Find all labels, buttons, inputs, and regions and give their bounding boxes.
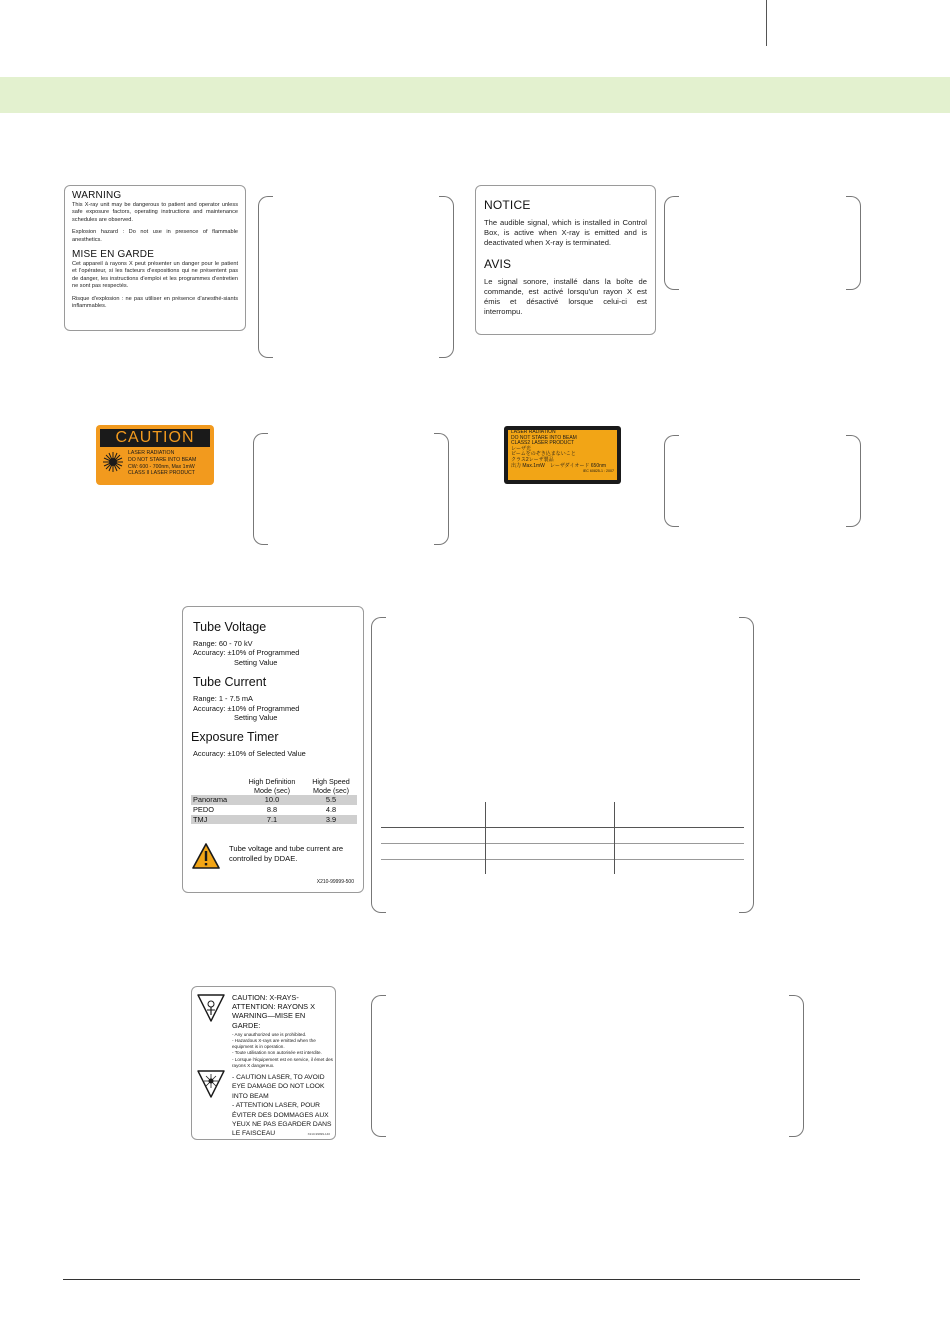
xray-bullet: - Hazardous X-rays are emitted when the equipment is in operation. <box>232 1038 316 1050</box>
caution-line: CW: 600 - 700nm, Max 1mW <box>128 463 195 470</box>
bracket-left <box>371 617 386 913</box>
bracket-left <box>258 196 273 358</box>
column-header: High Definition Mode (sec) <box>248 777 296 795</box>
caution-line: LASER RADIATION <box>128 450 175 456</box>
tube-current-range: Range: 1 - 7.5 mA <box>193 694 253 704</box>
table-row <box>191 795 357 805</box>
mode-cell: PEDO <box>193 804 214 814</box>
laser-jp-label <box>504 426 621 484</box>
avis-text: Le signal sonore, installé dans la boîte de commande, est activé lorsqu'un rayon X est émis et désactivé lorsque celui-ci est interrompu. <box>484 276 647 317</box>
value-cell: 7.1 <box>239 815 305 825</box>
bracket-right <box>789 995 804 1137</box>
laser-warning-en: - CAUTION LASER, TO AVOID EYE DAMAGE DO NOT LOOK INTO BEAM <box>232 1074 325 1100</box>
value-cell: 5.5 <box>305 795 357 805</box>
warning-hazard: Explosion hazard : Do not use in presence of flammable anesthetics. <box>72 229 238 243</box>
warning-label <box>64 185 246 331</box>
column-header: High Speed Mode (sec) <box>312 777 350 795</box>
ddae-note: Tube voltage and tube current are controlled by DDAE. <box>229 844 344 863</box>
warning-text: This X-ray unit may be dangerous to patient and operator unless safe exposure factors, operating instructions and maintenance schedules are observed. <box>72 202 238 223</box>
xray-bullet: - Lorsque l'équipement est en service, il émet des rayons X dangereux. <box>232 1056 333 1068</box>
laser-hazard-icon <box>197 1069 225 1099</box>
xray-hazard-icon <box>197 993 225 1023</box>
tube-voltage-accuracy-cont: Setting Value <box>234 657 278 667</box>
laser-jp-line: IEC 60825-1 : 2007 <box>582 469 614 474</box>
notice-title: NOTICE <box>484 198 531 212</box>
laser-jp-line: DO NOT STARE INTO BEAM <box>511 434 577 441</box>
table-rule <box>381 859 744 860</box>
xray-caution-label <box>191 986 336 1140</box>
tube-current-title: Tube Current <box>193 675 267 690</box>
laser-jp-line: ビームをのぞき込まないこと <box>511 451 576 458</box>
tube-voltage-accuracy: Accuracy: ±10% of Programmed <box>193 648 300 658</box>
laser-jp-line: CLASS2 LASER PRODUCT <box>511 440 575 447</box>
caution-laser-label <box>96 425 214 485</box>
tube-voltage-range: Range: 60 - 70 kV <box>193 639 253 648</box>
bracket-right <box>846 196 861 290</box>
laser-jp-line: レーザ光 <box>511 445 532 452</box>
table-divider <box>485 802 486 874</box>
bracket-left <box>253 433 268 545</box>
laser-warning-fr: - ATTENTION LASER, POUR ÉVITER DES DOMMAGES AUX YEUX NE PAS EGARDER DANS LE FAISCEAU <box>232 1102 332 1138</box>
table-divider <box>614 802 615 874</box>
warning-hazard-fr: Risque d'explosion : ne pas utiliser en présence d'anesthé-siants inflammables. <box>72 295 238 310</box>
bracket-left <box>664 435 679 527</box>
xray-bullet: - Toute utilisation non autorisée est interdite. <box>232 1050 322 1056</box>
laser-jp-line: LASER RADIATION <box>511 429 556 435</box>
avis-title: AVIS <box>484 256 512 271</box>
bracket-right <box>439 196 454 358</box>
crop-mark <box>766 0 767 46</box>
laser-radiation-icon <box>102 451 124 473</box>
warning-triangle-icon <box>192 843 220 869</box>
bracket-right <box>739 617 754 913</box>
laser-jp-line: クラス2レーザ製品 <box>511 456 554 463</box>
caution-line: DO NOT STARE INTO BEAM <box>128 456 197 463</box>
caution-line: CLASS II LASER PRODUCT <box>128 470 195 477</box>
warning-text-fr: Cet appareil à rayons X peut présenter un danger pour le patient et l'opérateur, si les facteurs d'expositions qui ne présentent pas de danger, les instructions d'emploi et les programmes d'entretien ne sont pas respectés. <box>72 261 238 290</box>
table-rule <box>381 827 744 828</box>
label-code: X210-99999-500 <box>316 879 354 885</box>
xray-head-line: ATTENTION: RAYONS X <box>232 1002 316 1012</box>
mode-cell: TMJ <box>191 815 239 825</box>
laser-jp-line: 出力 Max.1mW レーザダイオード 650nm <box>511 462 607 469</box>
tube-current-accuracy-cont: Setting Value <box>234 713 278 723</box>
bracket-left <box>371 995 386 1137</box>
caution-title: CAUTION <box>100 429 210 447</box>
tube-current-accuracy: Accuracy: ±10% of Programmed <box>193 703 300 713</box>
warning-title-fr: MISE EN GARDE <box>72 249 155 261</box>
table-rule <box>381 843 744 844</box>
xray-bullet: - Any unauthorized use is prohibited. <box>232 1031 307 1037</box>
footer-rule <box>63 1279 860 1280</box>
exposure-timer-title: Exposure Timer <box>191 730 279 745</box>
value-cell: 8.8 <box>266 804 278 814</box>
table-row <box>191 805 357 815</box>
xray-head-line: CAUTION: X-RAYS- <box>232 993 299 1002</box>
notice-text: The audible signal, which is installed in Control Box, is active when X-ray is emitted and is deactivated when X-ray is terminated. <box>484 218 647 248</box>
value-cell: 4.8 <box>325 804 337 814</box>
exposure-timer-table <box>191 777 357 824</box>
value-cell: 10.0 <box>239 795 305 805</box>
exposure-timer-accuracy: Accuracy: ±10% of Selected Value <box>193 749 306 759</box>
notice-label <box>475 185 656 335</box>
section-header-band <box>0 77 950 113</box>
bracket-left <box>664 196 679 290</box>
tube-voltage-title: Tube Voltage <box>193 620 267 634</box>
bracket-right <box>434 433 449 545</box>
tube-specs-label <box>182 606 364 893</box>
warning-title: WARNING <box>72 190 122 201</box>
xray-head-line: WARNING—MISE EN GARDE: <box>232 1011 306 1030</box>
value-cell: 3.9 <box>305 815 357 825</box>
mode-cell: Panorama <box>191 795 239 805</box>
table-row <box>191 815 357 825</box>
label-code: X210-99999-140 <box>307 1132 330 1136</box>
bracket-right <box>846 435 861 527</box>
